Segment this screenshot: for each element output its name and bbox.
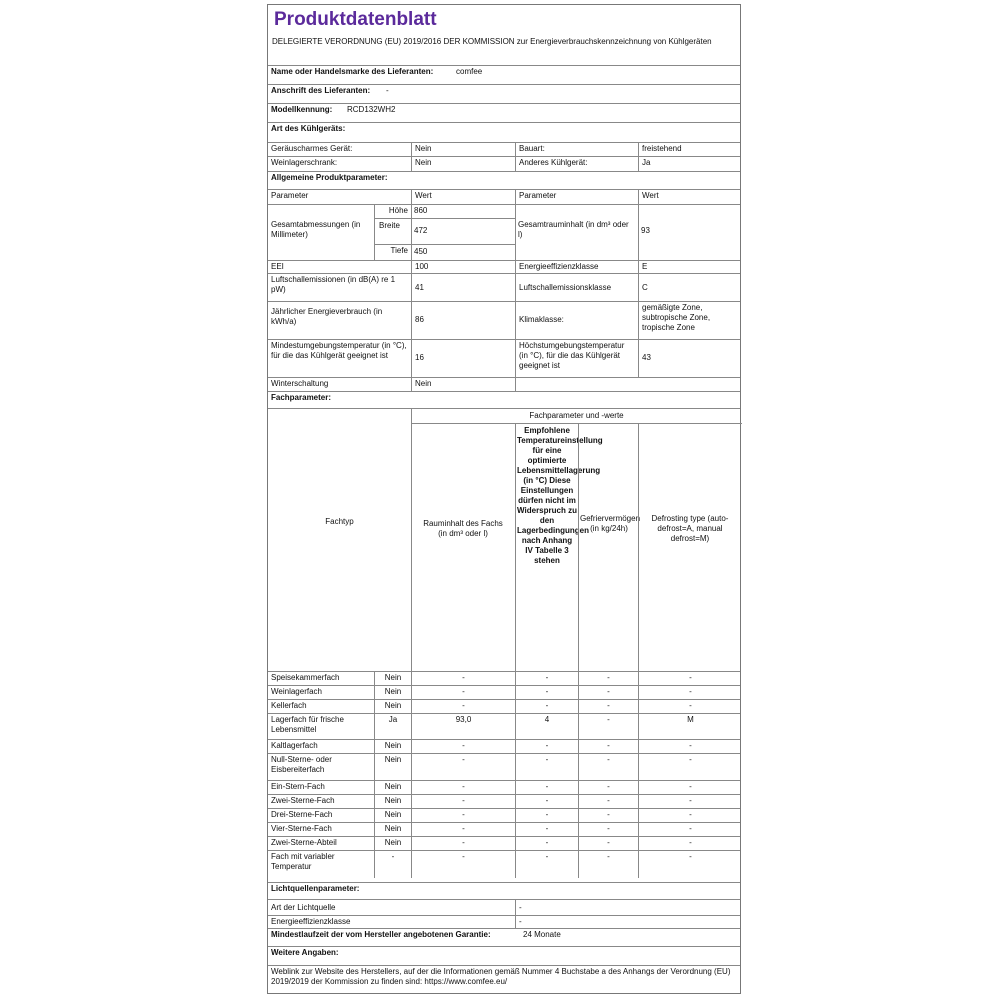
cell-volume: - [411, 809, 515, 823]
general-heading-row [268, 171, 740, 189]
type-label: Bauart: [515, 143, 638, 157]
cell-freeze: - [578, 740, 638, 754]
param-label: Höchstumgebungstemperatur (in °C), für die das Kühlgerät geeignet ist [515, 340, 638, 378]
table-row [268, 836, 740, 850]
regulation-text: DELEGIERTE VERORDNUNG (EU) 2019/2016 DER KOMMISSION zur Energieverbrauchskennzeichnung von Kühlgeräten [272, 37, 712, 46]
param-label: Klimaklasse: [515, 302, 638, 340]
cell-name: Vier-Sterne-Fach [271, 824, 332, 833]
cell-name: Ein-Stern-Fach [271, 782, 325, 791]
cell-present: Nein [374, 795, 411, 809]
type-value: Nein [411, 143, 515, 157]
compartment-heading-row [268, 391, 740, 408]
param-label: Luftschallemissionen (in dB(A) re 1 pW) [271, 275, 396, 294]
table-row [268, 699, 740, 713]
general-row [268, 301, 740, 339]
table-row [268, 739, 740, 753]
cell-volume: - [411, 851, 515, 878]
column-header: Wert [638, 190, 662, 205]
light-value: - [515, 916, 525, 929]
cell-present: Nein [374, 672, 411, 686]
warranty-row [268, 928, 740, 946]
cell-volume: - [411, 754, 515, 781]
cell-volume: - [411, 823, 515, 837]
cell-volume: - [411, 672, 515, 686]
cell-defrost: - [638, 686, 742, 700]
table-row [268, 780, 740, 794]
cell-defrost: M [638, 714, 742, 740]
winter-label: Winterschaltung [271, 379, 329, 388]
cell-present: Nein [374, 809, 411, 823]
cell-defrost: - [638, 851, 742, 878]
cell-freeze: - [578, 837, 638, 851]
supplier-label: Name oder Handelsmarke des Lieferanten: [271, 67, 434, 76]
cell-name: Fach mit variabler Temperatur [271, 852, 335, 871]
cell-volume: - [411, 781, 515, 795]
cell-present: Nein [374, 700, 411, 714]
cell-present: Nein [374, 754, 411, 781]
param-value: E [638, 261, 650, 274]
table-row [268, 713, 740, 739]
cell-name: Zwei-Sterne-Fach [271, 796, 335, 805]
cell-temp: - [515, 837, 578, 851]
cell-freeze: - [578, 823, 638, 837]
table-row [268, 671, 740, 685]
address-label: Anschrift des Lieferanten: [271, 86, 371, 95]
param-value: 100 [411, 261, 515, 274]
param-value: 16 [411, 340, 515, 378]
general-header-row [268, 189, 740, 204]
warranty-label: Mindestlaufzeit der vom Hersteller angebotenen Garantie: [271, 930, 491, 939]
param-label: EEI [271, 262, 284, 271]
cell-present: Nein [374, 740, 411, 754]
type-value: freistehend [638, 143, 685, 157]
light-row [268, 899, 740, 915]
table-row [268, 685, 740, 699]
address-row [268, 84, 740, 103]
cell-name: Kellerfach [271, 701, 307, 710]
model-value: RCD132WH2 [347, 105, 396, 114]
column-header-defrost: Defrosting type (auto-defrost=A, manual defrost=M) [651, 514, 729, 543]
param-value: 43 [638, 340, 654, 378]
more-heading-row [268, 946, 740, 965]
param-label: Luftschallemissionsklasse [515, 274, 638, 302]
column-header: Parameter [515, 190, 638, 205]
light-heading: Lichtquellenparameter: [271, 884, 360, 893]
light-label: Energieeffizienzklasse [271, 917, 351, 926]
light-label: Art der Lichtquelle [271, 903, 336, 912]
dimensions-label: Gesamtabmessungen (in Millimeter) [271, 220, 361, 239]
more-heading: Weitere Angaben: [271, 948, 339, 957]
cell-temp: - [515, 809, 578, 823]
page-title: Produktdatenblatt [274, 9, 437, 30]
dimension-name: Höhe [388, 206, 408, 215]
table-row [268, 753, 740, 780]
param-value: 86 [411, 302, 515, 340]
light-heading-row [268, 882, 740, 899]
cell-freeze: - [578, 714, 638, 740]
cell-defrost: - [638, 795, 742, 809]
light-row [268, 915, 740, 928]
cell-name: Weinlagerfach [271, 687, 322, 696]
column-header-volume: Rauminhalt des Fachs (in dm³ oder l) [423, 519, 503, 538]
table-row [268, 808, 740, 822]
product-data-sheet [267, 4, 741, 994]
cell-volume: - [411, 837, 515, 851]
dimensions-block [268, 204, 740, 260]
more-text: Weblink zur Website des Herstellers, auf der die Informationen gemäß Nummer 4 Buchstabe a des Anhangs der Verordnung (EU) 2019/2019 der Kommission zu finden sind: https://www.comfee.eu/ [271, 967, 731, 986]
general-row [268, 339, 740, 377]
cell-temp: 4 [515, 714, 578, 740]
param-value: C [638, 274, 651, 302]
type-row [268, 156, 740, 171]
group-header: Fachparameter und -werte [529, 411, 624, 420]
cell-volume: - [411, 740, 515, 754]
cell-defrost: - [638, 754, 742, 781]
cell-volume: - [411, 700, 515, 714]
type-label: Geräuscharmes Gerät: [271, 144, 353, 153]
type-row [268, 142, 740, 156]
cell-name: Speisekammerfach [271, 673, 340, 682]
column-header: Parameter [271, 191, 309, 200]
cell-defrost: - [638, 740, 742, 754]
cell-temp: - [515, 740, 578, 754]
cell-name: Drei-Sterne-Fach [271, 810, 333, 819]
cell-temp: - [515, 795, 578, 809]
volume-value: 93 [641, 226, 650, 235]
cell-freeze: - [578, 754, 638, 781]
type-label: Weinlagerschrank: [271, 158, 338, 167]
cell-temp: - [515, 754, 578, 781]
cell-name: Kaltlagerfach [271, 741, 318, 750]
light-value: - [515, 900, 525, 916]
dimension-value: 472 [414, 226, 428, 235]
dimension-value: 450 [414, 247, 428, 256]
cell-temp: - [515, 781, 578, 795]
cell-present: Nein [374, 686, 411, 700]
winter-value: Nein [411, 378, 515, 392]
address-value: - [386, 86, 389, 95]
supplier-value: comfee [456, 67, 483, 76]
cell-volume: 93,0 [411, 714, 515, 740]
type-value: Ja [638, 157, 653, 172]
cell-name: Null-Sterne- oder Eisbereiterfach [271, 755, 332, 774]
type-label: Anderes Kühlgerät: [515, 157, 638, 172]
winter-row [268, 377, 740, 391]
param-label: Jährlicher Energieverbrauch (in kWh/a) [271, 307, 383, 326]
cell-present: Nein [374, 837, 411, 851]
cell-freeze: - [578, 672, 638, 686]
column-header-type: Fachtyp [325, 517, 354, 526]
cell-present: Ja [374, 714, 411, 740]
cell-freeze: - [578, 795, 638, 809]
cell-temp: - [515, 851, 578, 878]
param-value: gemäßigte Zone, subtropische Zone, tropische Zone [638, 302, 742, 340]
cell-present: Nein [374, 823, 411, 837]
cell-temp: - [515, 700, 578, 714]
supplier-row [268, 65, 740, 84]
cell-freeze: - [578, 700, 638, 714]
cell-present: Nein [374, 781, 411, 795]
cell-present: - [374, 851, 411, 878]
cell-defrost: - [638, 809, 742, 823]
cell-temp: - [515, 823, 578, 837]
compartment-heading: Fachparameter: [271, 393, 332, 402]
cell-temp: - [515, 672, 578, 686]
param-label: Mindestumgebungstemperatur (in °C), für die das Kühlgerät geeignet ist [271, 341, 407, 360]
cell-freeze: - [578, 809, 638, 823]
cell-defrost: - [638, 700, 742, 714]
type-value: Nein [411, 157, 515, 172]
cell-freeze: - [578, 781, 638, 795]
cell-freeze: - [578, 851, 638, 878]
general-heading: Allgemeine Produktparameter: [271, 173, 388, 182]
cell-defrost: - [638, 781, 742, 795]
cell-name: Lagerfach für frische Lebensmittel [271, 715, 344, 734]
general-row [268, 273, 740, 301]
param-label: Energieeffizienzklasse [515, 261, 638, 274]
warranty-value: 24 Monate [523, 930, 561, 939]
type-heading-row [268, 122, 740, 142]
dimension-value: 860 [414, 206, 428, 215]
cell-name: Zwei-Sterne-Abteil [271, 838, 337, 847]
column-header-temp: Empfohlene Temperatureinstellung für eine optimierte Lebensmittellagerung (in °C) Diese Einstellungen dürfen nicht im Widerspruch zu den Lagerbedingungen nach Anhang IV Tabelle 3 stehen [517, 426, 603, 565]
general-row [268, 260, 740, 273]
cell-volume: - [411, 686, 515, 700]
table-row [268, 850, 740, 877]
model-row [268, 103, 740, 122]
model-label: Modellkennung: [271, 105, 333, 114]
column-header: Wert [411, 190, 515, 205]
cell-defrost: - [638, 837, 742, 851]
dimension-name: Tiefe [390, 246, 408, 255]
table-row [268, 822, 740, 836]
cell-defrost: - [638, 823, 742, 837]
more-row [268, 965, 740, 994]
param-value: 41 [411, 274, 515, 302]
cell-freeze: - [578, 686, 638, 700]
table-row [268, 794, 740, 808]
type-heading: Art des Kühlgeräts: [271, 124, 346, 133]
compartment-header [268, 408, 740, 671]
cell-defrost: - [638, 672, 742, 686]
column-header-freeze: Gefriervermögen (in kg/24h) [580, 514, 641, 533]
cell-temp: - [515, 686, 578, 700]
dimension-name: Breite [379, 221, 400, 230]
volume-label: Gesamtrauminhalt (in dm³ oder l) [518, 220, 629, 239]
cell-volume: - [411, 795, 515, 809]
